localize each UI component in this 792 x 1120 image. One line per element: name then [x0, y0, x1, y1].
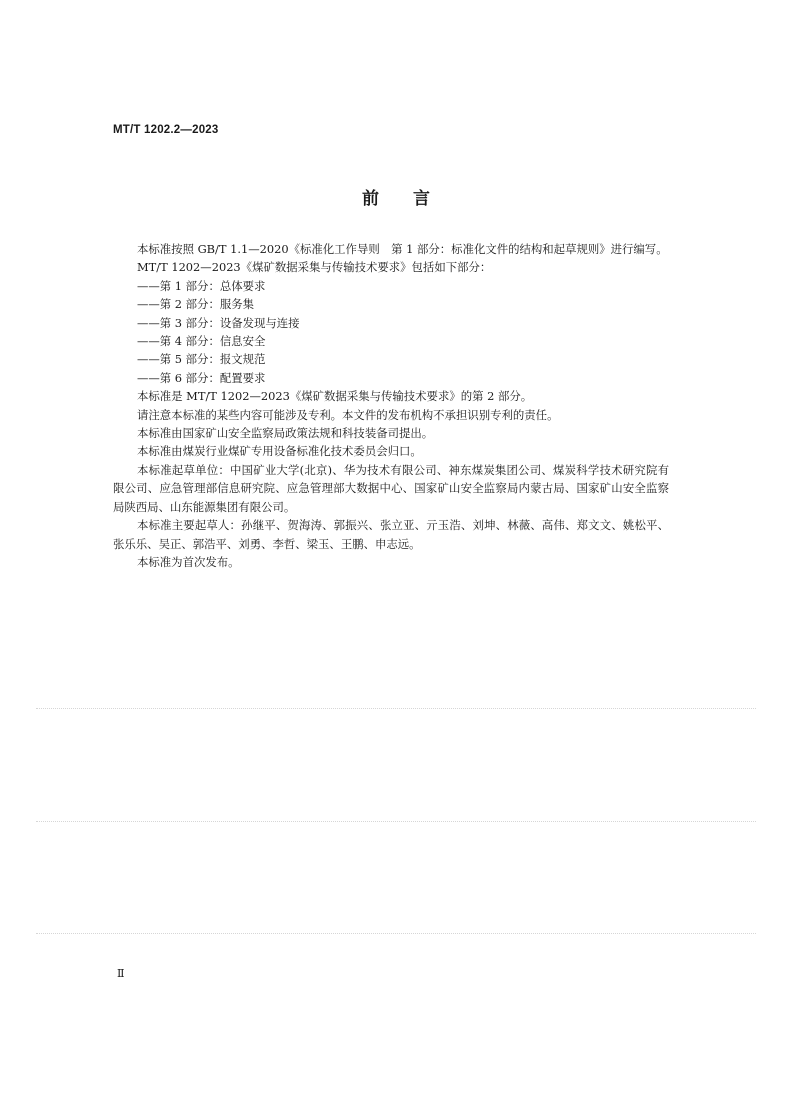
list-item-part-4: ——第 4 部分：信息安全	[137, 334, 266, 349]
paragraph-patent-notice: 请注意本标准的某些内容可能涉及专利。本文件的发布机构不承担识别专利的责任。	[137, 407, 559, 422]
divider-line	[36, 708, 756, 709]
page-number: Ⅱ	[117, 967, 125, 980]
paragraph-drafting-rules: 本标准按照 GB/T 1.1—2020《标准化工作导则 第 1 部分：标准化文件的结构和起草规则》进行编写。	[137, 242, 668, 256]
list-item-part-6: ——第 6 部分：配置要求	[137, 370, 266, 385]
list-item-part-3: ——第 3 部分：设备发现与连接	[137, 315, 300, 330]
foreword-body	[113, 240, 669, 571]
paragraph-parts-intro: MT/T 1202—2023《煤矿数据采集与传输技术要求》包括如下部分：	[137, 260, 492, 275]
paragraph-committee: 本标准由煤炭行业煤矿专用设备标准化技术委员会归口。	[137, 444, 422, 459]
list-item-part-2: ——第 2 部分：服务集	[137, 297, 255, 312]
list-item-part-5: ——第 5 部分：报文规范	[137, 352, 266, 367]
paragraph-proposer: 本标准由国家矿山安全监察局政策法规和科技装备司提出。	[137, 426, 434, 441]
paragraph-part-statement: 本标准是 MT/T 1202—2023《煤矿数据采集与传输技术要求》的第 2 部分。	[137, 389, 533, 404]
document-code: MT/T 1202.2—2023	[113, 124, 219, 136]
paragraph-drafting-units: 本标准起草单位：中国矿业大学(北京)、华为技术有限公司、神东煤炭集团公司、煤炭科学技术研究院有限公司、应急管理部信息研究院、应急管理部大数据中心、国家矿山安全监察局内蒙古局、国家矿山安全监察局陕西局、山东能源集团有限公司。	[113, 462, 669, 514]
page-title: 前言	[362, 189, 464, 209]
list-item-part-1: ——第 1 部分：总体要求	[137, 278, 266, 293]
paragraph-first-release: 本标准为首次发布。	[137, 554, 240, 569]
divider-line	[36, 821, 756, 822]
paragraph-drafters: 本标准主要起草人：孙继平、贺海涛、郭振兴、张立亚、亓玉浩、刘坤、林薇、高伟、郑文文、姚松平、张乐乐、吴正、郭浩平、刘勇、李哲、梁玉、王鹏、申志远。	[113, 518, 669, 551]
divider-line	[36, 933, 756, 934]
